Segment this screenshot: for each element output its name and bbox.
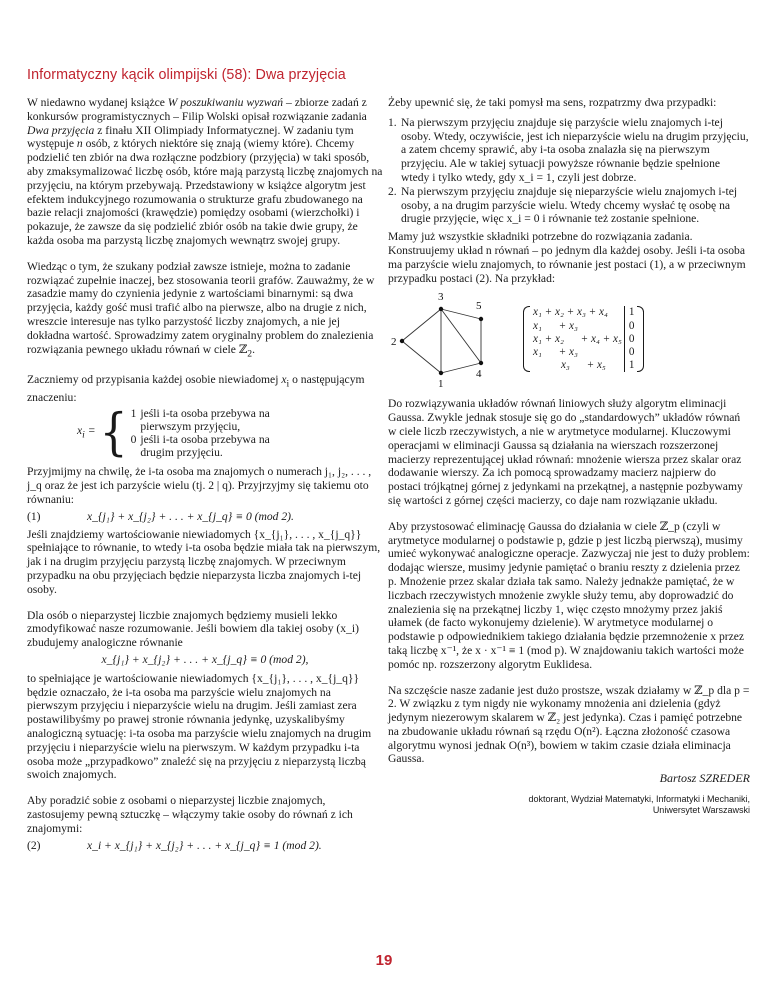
paragraph-odd-result: to spełniające je wartościowanie niewiadomych {x_{j₁}, . . . , x_{j_q}} będzie oznaczało, że i-ta osoba ma parzyście wielu znajomych na pierwszym przyjęciu i nieparzyście wielu na drugim. Jeśli zamiast zera postawilibyśmy po prawej stronie równania jedynkę, uzyskalibyśmy analogiczną sytuację: i-ta osoba ma parzyście wielu znajomych na drugim przyjęciu i nieparzyście wielu na pierwszym. W każdym przypadku i-ta osoba może „przypadkowo” znaleźć się na przyjęciu z nieparzystą liczbą swoich znajomych.	[27, 671, 372, 782]
graph-edge	[402, 341, 441, 373]
cases-list	[388, 116, 750, 226]
paragraph-variables: Zaczniemy od przypisania każdej osobie niewiadomej $x_i$ o następującym znaczeniu:	[27, 372, 365, 404]
graph-label-2: 2	[391, 336, 397, 349]
graph-node-5	[479, 317, 483, 321]
equation-2: (2) x_i + x_{j₁} + x_{j₂} + . . . + x_{j_q} ≡ 1 (mod 2).	[27, 838, 322, 852]
graph-label-5: 5	[476, 300, 482, 313]
author-signature: Bartosz SZREDER	[659, 771, 750, 786]
paragraph-modular: Aby przystosować eliminację Gaussa do działania w ciele ℤ_p (czyli w arytmetyce modularnej o podstawie p, gdzie p jest liczbą pierwszą), musimy umieć wykonywać analogiczne operacje. Zazwyczaj nie jest to duży problem: dodając wiersze, musimy jedynie pamiętać o braniu reszty z dzielenia przez p. Mnożenie przez skalar działa tak samo. Należy jednakże pamiętać, że w liczbach rzeczywistych mnożenie zwykle służy temu, aby doprowadzić do znalezienia się na przekątnej liczby 1, więc często mnożymy przez jakiś ułamek (de facto wykonujemy dzielenie). W arytmetyce modularnej o podstawie p odpowiednikiem takiego działania będzie przemnożenie x przez taką liczbę x⁻¹, że x · x⁻¹ ≡ 1 (mod p). W znajdowaniu takich wartości może pomóc np. rozszerzony algorytm Euklidesa.	[388, 519, 750, 671]
graph-node-3	[439, 307, 443, 311]
variable-definition: $x_i$ = { 1 jeśli i-ta osoba przebywa na pierwszym przyjęciu, 0 jeśli i-ta osoba przebywa na drugim przyjęciu.	[77, 403, 270, 462]
paragraph-odd-case: Dla osób o nieparzystej liczbie znajomych będziemy musieli lekko zmodyfikować nasze rozumowanie. Jeśli bowiem dla takiej osoby (x_i) zbudujemy analogiczne równanie	[27, 608, 359, 650]
paragraph-even-result: Jeśli znajdziemy wartościowanie niewiadomych {x_{j₁}, . . . , x_{j_q}} spełniające to równanie, to wtedy i-ta osoba będzie miała tak na pierwszym, jak i na drugim przyjęciu parzystą liczbę znajomych. W przeciwnym przypadku na obu przyjęciach będzie nieparzysta liczba znajomych i-tej osoby.	[27, 527, 381, 596]
paragraph-intro: W niedawno wydanej książce W poszukiwaniu wyzwań – zbiorze zadań z konkursów programistycznych – Filip Wolski opisał rozwiązanie zadania Dwa przyjęcia z finału XII Olimpiady Informatycznej. W zadaniu tym występuje n osób, z których niektóre się znają (wiemy które). Chcemy podzielić ten zbiór na dwa rozłączne podzbiory (przyjęcia) w taki sposób, aby zmaksymalizować liczbę osób, które mają parzystą liczbę znajomych na przyjęciu, na którym przebywają. Przedstawiony w książce algorytm jest efektem indukcyjnego rozumowania o strukturze grafu zbudowanego na bazie relacji znajomości (krawędzie) pomiędzy osobami (wierzchołki) i pokazuje, że zawsze da się podzielić zbiór osób na takie dwie grupy, że każda osoba ma parzystą liczbę znajomych wewnątrz swojej grupy.	[27, 96, 383, 247]
graph-edge	[441, 363, 481, 373]
graph-node-2	[400, 339, 404, 343]
page-number: 19	[375, 952, 393, 969]
graph-label-3: 3	[438, 291, 444, 304]
equation-system: x₁ + x₂ + x₃ + x₄ 1 x₁ + x₃ 0 x₁ + x₂ + x₄ + x₅ 0 x₁ + x₃ 0 x₃ + x₅ 1	[531, 306, 636, 372]
list-item: 2. Na pierwszym przyjęciu znajduje się nieparzyście wielu znajomych i-tej osoby, a na drugim parzyście wielu. Wtedy chcemy wysłać tę osobę na drugie przyjęcie, więc x_i = 0 i równanie też zostanie spełnione.	[388, 184, 738, 226]
paragraph-gauss: Do rozwiązywania układów równań liniowych służy algorytm eliminacji Gaussa. Zwykle jednak stosuje się go do „standardowych” układów równań w ciele liczb rzeczywistych, a nie w arytmetyce modularnej. Kluczowymi operacjami w eliminacji Gaussa są działania na wierszach rozszerzonej macierzy reprezentującej układ równań: mnożenie wiersza przez skalar oraz dodawanie wierszy. Za ich pomocą sprowadzamy macierz najpierw do postaci trójkątnej górnej z jedynkami na przekątnej, a następnie pozbywamy się wartości z górnej części macierzy, co daje nam rozwiązanie układu.	[388, 397, 743, 507]
graph-label-4: 4	[476, 368, 482, 381]
equation-mid: x_{j₁} + x_{j₂} + . . . + x_{j_q} ≡ 0 (mod 2),	[101, 652, 309, 666]
paragraph-construction: Mamy już wszystkie składniki potrzebne do rozwiązania zadania. Konstruujemy układ n równań – po jednym dla każdej osoby. Jeśli i-ta osoba ma parzyście wielu znajomych, to równanie jest postaci (1), a w przeciwnym przypadku postaci (2). Na przykład:	[388, 230, 746, 285]
article-title: Informatyczny kącik olimpijski (58): Dwa przyjęcia	[27, 67, 346, 83]
graph-label-1: 1	[438, 378, 444, 390]
right-column	[388, 96, 750, 816]
example-figure	[388, 289, 750, 389]
paragraph-approach: Wiedząc o tym, że szukany podział zawsze istnieje, można to zadanie rozwiązać zupełnie inaczej, bez stosowania teorii grafów. Zauważmy, że w zasadzie mamy do czynienia jedynie z wartościami binarnymi: są dwa przyjęcia, każdy gość musi trafić albo na pierwsze, albo na drugie z nich, wreszcie interesuje nas tylko parzystość liczby znajomych, a nie jej dokładna wartość. Sprowadzimy zatem oryginalny problem do znalezienia rozwiązania pewnego układu równań w ciele ℤ$_2$.	[27, 259, 375, 359]
equation-1: (1) x_{j₁} + x_{j₂} + . . . + x_{j_q} ≡ 0 (mod 2).	[27, 509, 294, 523]
paragraph-complexity: Na szczęście nasze zadanie jest dużo prostsze, wszak działamy w ℤ_p dla p = 2. W związku z tym nigdy nie wykonamy mnożenia ani dzielenia (gdyż jedynym niezerowym skalarem w ℤ₂ jest jedynka). Czas i pamięć potrzebne na zbudowanie układu równań są rzędu O(n²). Łączna złożoność czasowa algorytmu wynosi jednak O(n³), bowiem w takim czasie działa eliminacja Gaussa.	[388, 683, 750, 766]
left-column	[27, 96, 383, 856]
graph-node-1	[439, 371, 443, 375]
paragraph-even-case: Przyjmijmy na chwilę, że i-ta osoba ma znajomych o numerach j₁, j₂, . . . , j_q oraz że jest ich parzyście wielu (tj. 2 | q). Przyjrzyjmy się takiemu oto równaniu:	[27, 465, 372, 506]
list-item: 1. Na pierwszym przyjęciu znajduje się parzyście wielu znajomych i-tej osoby. Wtedy, oczywiście, jest ich nieparzyście wielu na drugim przyjęciu, a zatem chcemy sprawić, aby i-ta osoba znalazła się na pierwszym przyjęciu. Ale w takiej sytuacji powyższe równanie będzie spełnione wtedy i tylko wtedy, gdy x_i = 1, czyli jest dobrze.	[388, 115, 749, 184]
paragraph-cases-intro: Żeby upewnić się, że taki pomysł ma sens, rozpatrzmy dwa przypadki:	[388, 96, 717, 109]
paragraph-trick: Aby poradzić sobie z osobami o nieparzystej liczbie znajomych, zastosujemy pewną sztuczkę – włączymy takie osoby do równań z ich znajomymi:	[27, 794, 353, 835]
graph-node-4	[479, 361, 483, 365]
author-affiliation: doktorant, Wydział Matematyki, Informatyki i Mechaniki, Uniwersytet Warszawski	[528, 794, 750, 816]
friendship-graph	[388, 289, 513, 389]
graph-edge	[402, 309, 441, 341]
